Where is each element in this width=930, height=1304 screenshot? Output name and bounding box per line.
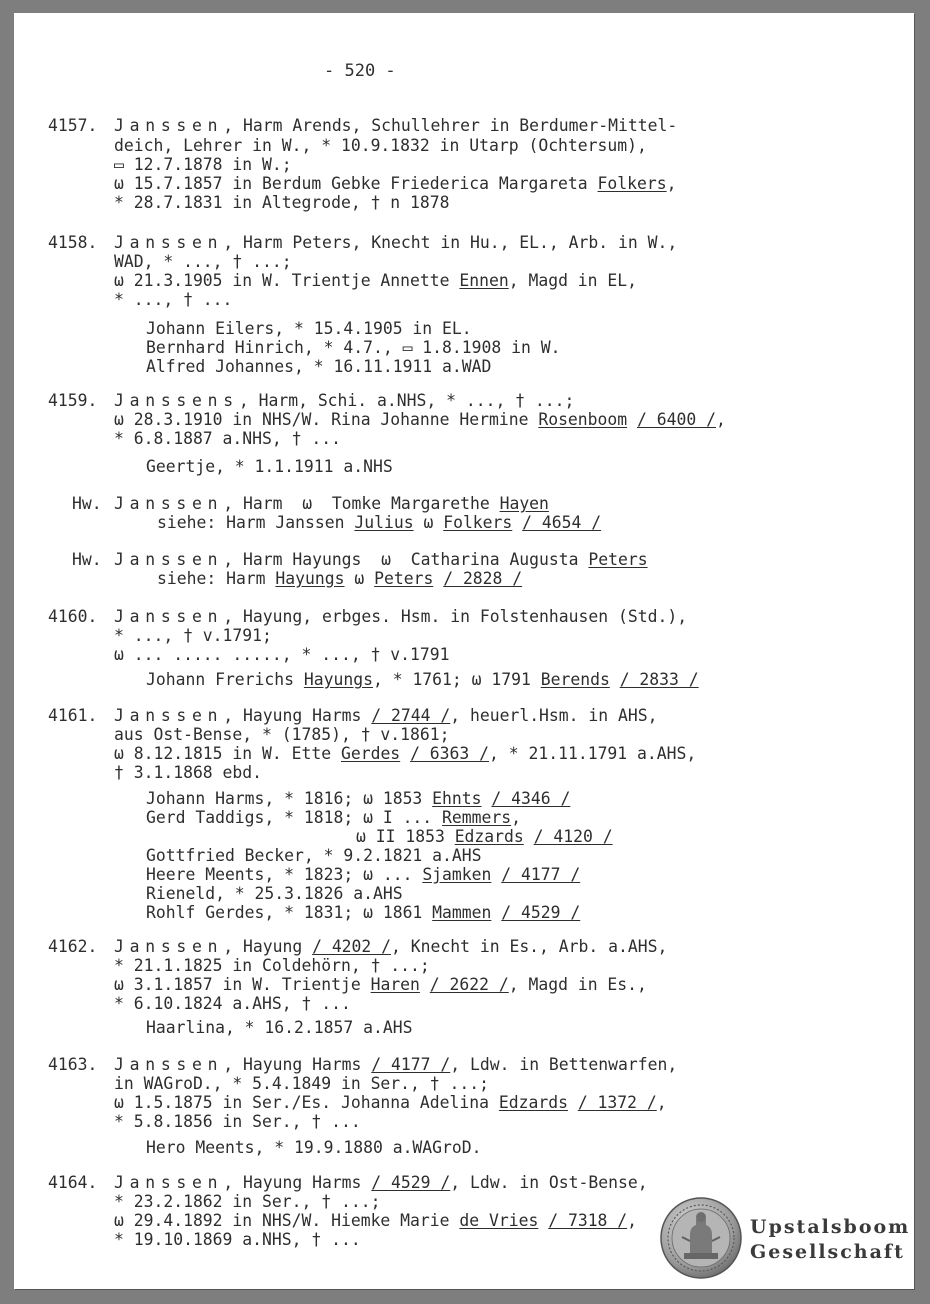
surname: Janssen [114,937,224,956]
cross-reference: / 2622 / [429,975,509,994]
child-line [146,670,699,690]
logo-line-1: Upstalsboom [750,1216,911,1238]
entry-line: * ..., † ... [114,290,233,309]
entry-line: deich, Lehrer in W., * 10.9.1832 in Utarp (Ochtersum), [114,136,647,155]
entry-number: Hw. [72,494,102,513]
entry-line: * 28.7.1831 in Altegrode, † n 1878 [114,193,450,212]
entry-number: 4164. [48,1173,98,1192]
entry-heading [114,1173,648,1193]
text: , Ldw. in Bettenwarfen, [450,1055,678,1074]
cross-reference: / 1372 / [577,1093,657,1112]
surname: Janssen [114,233,224,252]
text: , Hayung Harms [223,706,372,725]
text: , [627,1211,638,1230]
marriage-line [114,174,677,194]
entry-line: aus Ost-Bense, * (1785), † v.1861; [114,725,450,744]
spouse-name: de Vries [459,1211,539,1230]
cross-reference: / 4202 / [312,937,392,956]
text [524,827,534,846]
text [420,975,430,994]
cross-reference: Edzards [454,827,524,846]
child-line: Rieneld, * 25.3.1826 a.AHS [146,884,403,903]
cross-reference: / 2744 / [371,706,451,725]
entry-line: in WAGroD., * 5.4.1849 in Ser., † ...; [114,1074,489,1093]
child-line: Hero Meents, * 19.9.1880 a.WAGroD. [146,1138,482,1157]
child-line: Gottfried Becker, * 9.2.1821 a.AHS [146,846,482,865]
text [568,1093,578,1112]
text: Johann Frerichs [146,670,304,689]
child-line [146,865,580,885]
text [538,1211,548,1230]
entry-heading [114,937,667,957]
text: siehe: Harm Janssen [157,513,355,532]
surname: Janssen [114,607,224,626]
entry-line: ω ... ..... ....., * ..., † v.1791 [114,645,450,664]
spouse-name: Rosenboom [538,410,628,429]
entry-heading [114,391,574,411]
marriage-line [114,744,696,764]
child-line [146,789,570,809]
see-also-line [157,569,522,589]
spouse-name: Hayen [499,494,549,513]
surname: Janssen [114,1173,224,1192]
child-line: Bernhard Hinrich, * 4.7., ▭ 1.8.1908 in W. [146,338,561,357]
cross-reference: / 6400 / [637,410,716,429]
cross-reference: / 2833 / [619,670,699,689]
text: , Harm Hayungs ω Catharina Augusta [223,550,589,569]
text [491,903,501,922]
text: , [666,174,677,193]
cross-reference: / 4529 / [371,1173,451,1192]
text: , Hayung [223,937,313,956]
heading-text: , Harm, Schi. a.NHS, * ..., † ...; [238,391,575,410]
entry-heading [114,550,648,570]
text: Heere Meents, * 1823; ω ... [146,865,423,884]
text [491,865,501,884]
text: ω 8.12.1815 in W. Ette [114,744,341,763]
entry-heading [114,116,677,136]
text: , Knecht in Es., Arb. a.AHS, [391,937,668,956]
text: ω II 1853 [356,827,455,846]
entry-line: * 23.2.1862 in Ser., † ...; [114,1192,381,1211]
cross-reference: Hayungs [275,569,345,588]
entry-line: * ..., † v.1791; [114,626,272,645]
text: ω 28.3.1910 in NHS/W. Rina Johanne Hermine [114,410,539,429]
text: , * 1761; ω 1791 [372,670,541,689]
entry-heading [114,233,677,253]
seal-icon [660,1197,742,1279]
cross-reference: / 4120 / [533,827,613,846]
cross-reference: Peters [374,569,434,588]
text: ω 15.7.1857 in Berdum Gebke Friederica Margareta [114,174,598,193]
text: , heuerl.Hsm. in AHS, [450,706,658,725]
spouse-name: Peters [588,550,648,569]
text: , Magd in EL, [508,271,638,290]
entry-line: WAD, * ..., † ...; [114,252,292,271]
page-number: - 520 - [324,61,396,81]
spouse-name: Gerdes [340,744,401,763]
heading-text: , Hayung, erbges. Hsm. in Folstenhausen (Std.), [223,607,688,626]
surname: Janssen [114,706,224,725]
marriage-line [114,975,647,995]
cross-reference: / 4177 / [501,865,581,884]
scan-sheet [14,13,914,1289]
entry-line: * 5.8.1856 in Ser., † ... [114,1112,361,1131]
text: , Hayung Harms [223,1055,372,1074]
entry-heading [114,706,657,726]
document-page [14,13,914,1289]
heading-text: , Harm Peters, Knecht in Hu., EL., Arb. in W., [223,233,678,252]
text: Gerd Taddigs, * 1818; ω I ... [146,808,443,827]
text: , [715,410,726,429]
cross-reference: Julius [354,513,414,532]
child-line: Haarlina, * 16.2.1857 a.AHS [146,1018,413,1037]
cross-reference: Berends [540,670,610,689]
child-line [146,808,521,828]
child-line: Alfred Johannes, * 16.11.1911 a.WAD [146,357,492,376]
text: siehe: Harm [157,569,276,588]
text: ω [344,569,375,588]
cross-reference: / 7318 / [548,1211,628,1230]
text: , Magd in Es., [508,975,647,994]
surname: Janssen [114,1055,224,1074]
child-line: Johann Eilers, * 15.4.1905 in EL. [146,319,472,338]
text [512,513,522,532]
entry-line: * 6.8.1887 a.NHS, † ... [114,429,341,448]
entry-heading [114,494,549,514]
marriage-line [114,1093,667,1113]
text: , [511,808,521,827]
text: Johann Harms, * 1816; ω 1853 [146,789,433,808]
cross-reference: / 6363 / [410,744,490,763]
cross-reference: Remmers [442,808,512,827]
surname: Janssens [114,391,239,410]
logo-line-2: Gesellschaft [750,1241,905,1263]
entry-line: * 6.10.1824 a.AHS, † ... [114,994,351,1013]
text: , [656,1093,667,1112]
text: , Harm ω Tomke Margarethe [223,494,500,513]
text: ω 29.4.1892 in NHS/W. Hiemke Marie [114,1211,460,1230]
cross-reference: / 4529 / [501,903,581,922]
spouse-name: Folkers [597,174,667,193]
spouse-name: Ennen [459,271,509,290]
spouse-name: Haren [370,975,420,994]
cross-reference: Mammen [432,903,492,922]
text [400,744,410,763]
marriage-line [114,410,726,430]
heading-text: , Harm Arends, Schullehrer in Berdumer-Mittel- [223,116,678,135]
text [610,670,620,689]
child-line [146,903,580,923]
entry-number: 4159. [48,391,98,410]
child-line: Geertje, * 1.1.1911 a.NHS [146,457,393,476]
text [482,789,492,808]
surname: Janssen [114,116,224,135]
text: , * 21.11.1791 a.AHS, [489,744,697,763]
text [627,410,637,429]
entry-number: 4158. [48,233,98,252]
entry-line: † 3.1.1868 ebd. [114,763,263,782]
surname: Janssen [114,494,224,513]
cross-reference: Folkers [443,513,513,532]
entry-line: * 21.1.1825 in Coldehörn, † ...; [114,956,430,975]
child-line [356,827,613,847]
text: , Ldw. in Ost-Bense, [450,1173,648,1192]
text: ω 1.5.1875 in Ser./Es. Johanna Adelina [114,1093,499,1112]
marriage-line [114,1211,637,1231]
marriage-line [114,271,637,291]
entry-number: Hw. [72,550,102,569]
cross-reference: / 4654 / [522,513,602,532]
text: ω 21.3.1905 in W. Trientje Annette [114,271,460,290]
cross-reference: Ehnts [432,789,482,808]
cross-reference: / 2828 / [443,569,523,588]
spouse-name: Edzards [498,1093,568,1112]
entry-number: 4157. [48,116,98,135]
entry-number: 4160. [48,607,98,626]
entry-number: 4161. [48,706,98,725]
entry-number: 4162. [48,937,98,956]
text: ω [413,513,444,532]
entry-heading [114,1055,677,1075]
entry-line: ▭ 12.7.1878 in W.; [114,155,292,174]
text: , Hayung Harms [223,1173,372,1192]
see-also-line [157,513,601,533]
cross-reference: / 4346 / [491,789,571,808]
entry-line: * 19.10.1869 a.NHS, † ... [114,1230,361,1249]
entry-number: 4163. [48,1055,98,1074]
text [433,569,443,588]
cross-reference: Hayungs [303,670,373,689]
text: ω 3.1.1857 in W. Trientje [114,975,371,994]
cross-reference: Sjamken [422,865,492,884]
society-logo-text [750,1215,910,1265]
cross-reference: / 4177 / [371,1055,451,1074]
entry-heading [114,607,687,627]
surname: Janssen [114,550,224,569]
text: Rohlf Gerdes, * 1831; ω 1861 [146,903,433,922]
